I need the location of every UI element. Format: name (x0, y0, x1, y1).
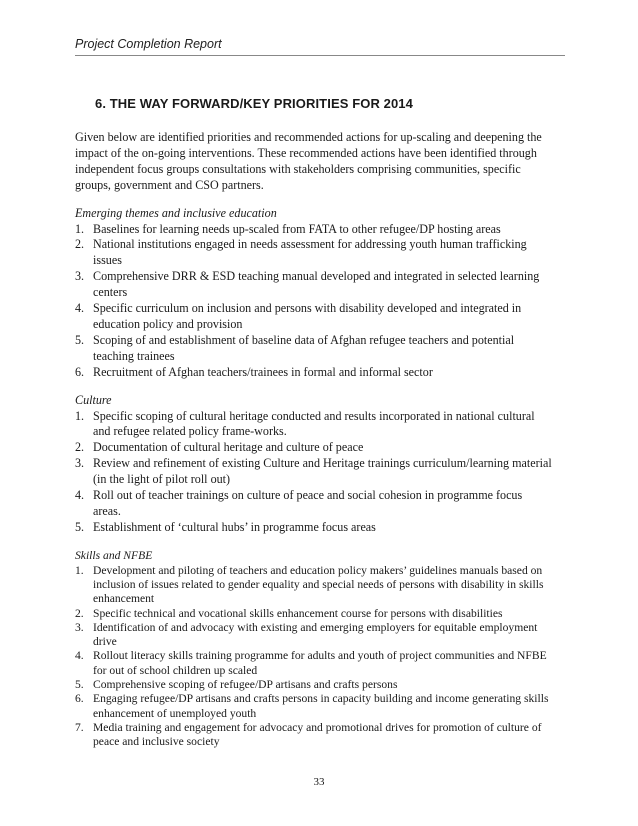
intro-paragraph: Given below are identified priorities and recommended actions for up-scaling and deepening the impact of the on-going interventions. These recommended actions have been identified through independent focus groups consultations with stakeholders comprising communities, specific groups, government and CSO partners. (75, 130, 542, 192)
item-text: National institutions engaged in needs assessment for addressing youth human trafficking issues (93, 237, 527, 268)
list-item (75, 607, 553, 621)
item-text: Roll out of teacher trainings on culture of peace and social cohesion in programme focus areas. (93, 488, 523, 518)
item-number: 2. (75, 440, 85, 455)
list-item (75, 488, 553, 520)
item-number: 1. (75, 408, 85, 423)
section-culture (75, 393, 553, 536)
list-item (75, 301, 553, 333)
item-text: Specific scoping of cultural heritage conducted and results incorporated in national cultural and refugee related policy frame-works. (93, 408, 535, 439)
list-item (75, 440, 553, 456)
header-divider (75, 55, 565, 56)
list-item (75, 621, 553, 650)
list-item (75, 237, 553, 269)
item-number: 5. (75, 519, 85, 534)
section-skills-nfbe (75, 548, 553, 750)
item-number: 3. (75, 269, 85, 284)
priority-list (75, 222, 553, 381)
list-item (75, 564, 553, 607)
running-header: Project Completion Report (75, 37, 222, 51)
item-text: Documentation of cultural heritage and culture of peace (93, 440, 364, 455)
item-text: Engaging refugee/DP artisans and crafts persons in capacity building and income generating skills enhancement of unemployed youth (93, 692, 549, 720)
section-heading: 6. THE WAY FORWARD/KEY PRIORITIES FOR 2014 (95, 96, 413, 111)
item-text: Specific curriculum on inclusion and persons with disability developed and integrated in education policy and provision (93, 301, 522, 331)
section-title: Skills and NFBE (75, 548, 153, 562)
item-text: Establishment of ‘cultural hubs’ in programme focus areas (93, 519, 376, 534)
item-text: Rollout literacy skills training programme for adults and youth of project communities and NFBE for out of school children up scaled (93, 649, 547, 677)
item-number: 4. (75, 301, 85, 316)
item-text: Comprehensive DRR & ESD teaching manual developed and integrated in selected learning centers (93, 269, 540, 300)
item-text: Recruitment of Afghan teachers/trainees in formal and informal sector (93, 364, 433, 379)
list-item (75, 269, 553, 301)
section-title: Culture (75, 392, 112, 407)
item-number: 2. (75, 606, 84, 620)
item-text: Specific technical and vocational skills enhancement course for persons with disabilities (93, 606, 503, 620)
list-item (75, 678, 553, 692)
item-text: Development and piloting of teachers and education policy makers’ guidelines manuals based on inclusion of issues related to gender equality and special needs of persons with disability in skills enhancement (93, 563, 544, 606)
item-text: Scoping of and establishment of baseline data of Afghan refugee teachers and potential teaching trainees (93, 332, 515, 363)
item-number: 1. (75, 563, 84, 577)
item-number: 4. (75, 649, 84, 663)
item-number: 3. (75, 620, 84, 634)
list-item (75, 222, 553, 238)
page-number: 33 (313, 776, 325, 788)
item-text: Identification of and advocacy with existing and emerging employers for equitable employment drive (93, 620, 538, 649)
item-number: 5. (75, 332, 85, 347)
priority-list (75, 409, 553, 536)
section-emerging-themes (75, 206, 553, 381)
item-text: Baselines for learning needs up-scaled from FATA to other refugee/DP hosting areas (93, 221, 501, 236)
priority-list (75, 564, 553, 750)
item-number: 5. (75, 678, 84, 692)
item-number: 6. (75, 364, 85, 379)
list-item (75, 520, 553, 536)
list-item (75, 333, 553, 365)
list-item (75, 692, 553, 721)
item-number: 6. (75, 692, 84, 706)
item-number: 2. (75, 237, 85, 252)
list-item (75, 649, 553, 678)
list-item (75, 409, 553, 441)
item-text: Comprehensive scoping of refugee/DP artisans and crafts persons (93, 678, 398, 692)
item-number: 1. (75, 221, 85, 236)
item-text: Review and refinement of existing Culture and Heritage trainings curriculum/learning material (in the light of pilot roll out) (93, 456, 552, 487)
item-number: 4. (75, 488, 85, 503)
item-number: 3. (75, 456, 85, 471)
list-item (75, 456, 553, 488)
list-item (75, 365, 553, 381)
item-number: 7. (75, 720, 84, 734)
item-text: Media training and engagement for advocacy and promotional drives for promotion of culture of peace and inclusive society (93, 720, 542, 749)
section-title: Emerging themes and inclusive education (75, 205, 277, 220)
main-content (75, 130, 553, 762)
list-item (75, 721, 553, 750)
